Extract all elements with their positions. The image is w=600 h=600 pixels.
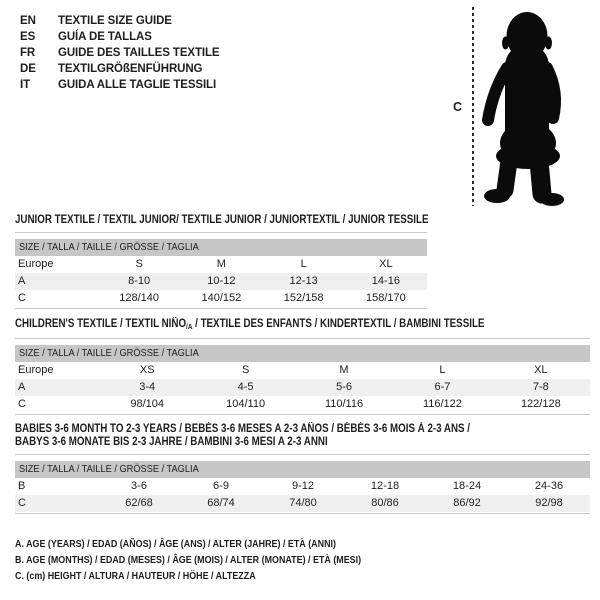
- babies-section-title: [15, 423, 504, 449]
- age-value-cell: 8-10: [128, 275, 151, 287]
- age-value-cell: 12-13: [289, 275, 318, 287]
- title-line: BABIES 3-6 MONTH TO 2-3 YEARS / BEBÉS 3-6 MESES A 2-3 AÑOS / BÉBÉS 3-6 MOIS À 2-3 ANS /: [15, 423, 471, 435]
- age-value-cell: 10-12: [207, 275, 236, 287]
- language-title: GUÍA DE TALLAS: [58, 31, 152, 43]
- language-code: ES: [20, 31, 36, 43]
- language-title: TEXTILE SIZE GUIDE: [58, 15, 172, 27]
- size-value-cell: M: [339, 364, 349, 376]
- table-row-height: [15, 290, 427, 307]
- size-bar-header: [15, 345, 590, 362]
- table-row-age-months: [15, 478, 590, 495]
- language-row: [20, 45, 220, 61]
- legend-note-b: B. AGE (MONTHS) / EDAD (MESES) / ÂGE (MOIS) / ALTER (MONATE) / ETÀ (MESI): [15, 554, 362, 566]
- height-measure-dotted-line: [472, 7, 474, 206]
- age-value-cell: 12-18: [370, 480, 400, 492]
- junior-size-table: [15, 232, 427, 309]
- row-label: A: [18, 381, 26, 393]
- language-row: [20, 13, 220, 29]
- size-value-cell: M: [216, 258, 226, 270]
- row-label: Europe: [18, 258, 54, 270]
- children-section-title: [15, 318, 504, 333]
- language-row: [20, 29, 220, 45]
- size-value-cell: S: [241, 364, 250, 376]
- height-value-cell: 104/110: [226, 398, 266, 410]
- table-row-europe: [15, 362, 590, 379]
- height-value-cell: 110/116: [324, 398, 364, 410]
- legend-note-a: A. AGE (YEARS) / EDAD (AÑOS) / ÂGE (ANS) / ALTER (JAHRE) / ETÀ (ANNI): [15, 538, 336, 550]
- row-label: C: [18, 292, 26, 304]
- language-code: DE: [20, 63, 36, 75]
- language-row: [20, 77, 220, 93]
- title-text: / TEXTILE DES ENFANTS / KINDERTEXTIL / BAMBINI TESSILE: [192, 318, 485, 330]
- age-value-cell: 6-9: [213, 480, 229, 492]
- height-value-cell: 86/92: [453, 497, 481, 509]
- language-code: EN: [20, 15, 36, 27]
- language-title: TEXTILGRÖßENFÜHRUNG: [58, 63, 203, 75]
- title-text: CHILDREN'S TEXTILE / TEXTIL NIÑO: [15, 318, 187, 330]
- language-list: [20, 13, 220, 93]
- size-bar-header: [15, 239, 427, 256]
- height-value-cell: 116/122: [422, 398, 462, 410]
- junior-section-title: JUNIOR TEXTILE / TEXTIL JUNIOR/ TEXTILE JUNIOR / JUNIORTEXTIL / JUNIOR TESSILE: [15, 214, 429, 226]
- age-value-cell: 7-8: [532, 381, 549, 393]
- size-bar-label: SIZE / TALLA / TAILLE / GRÖSSE / TAGLIA: [19, 241, 199, 253]
- size-value-cell: XL: [379, 258, 393, 270]
- language-code: FR: [20, 47, 36, 59]
- age-value-cell: 24-36: [534, 480, 564, 492]
- height-value-cell: 62/68: [125, 497, 153, 509]
- height-value-cell: 152/158: [283, 292, 324, 304]
- legend-note-c: C. (cm) HEIGHT / ALTURA / HAUTEUR / HÖHE / ALTEZZA: [15, 570, 256, 582]
- size-value-cell: L: [300, 258, 307, 270]
- height-value-cell: 98/104: [130, 398, 165, 410]
- row-label: C: [18, 497, 26, 509]
- table-row-age: [15, 379, 590, 396]
- age-value-cell: 18-24: [452, 480, 482, 492]
- size-value-cell: S: [135, 258, 143, 270]
- height-value-cell: 74/80: [289, 497, 317, 509]
- age-value-cell: 5-6: [336, 381, 352, 393]
- age-value-cell: 9-12: [291, 480, 315, 492]
- height-measure-label: C: [453, 100, 463, 114]
- height-value-cell: 140/152: [201, 292, 242, 304]
- language-title: GUIDE DES TAILLES TEXTILE: [58, 47, 220, 59]
- language-code: IT: [20, 79, 31, 91]
- language-row: [20, 61, 220, 77]
- age-value-cell: 3-4: [139, 381, 156, 393]
- children-size-table: [15, 338, 590, 415]
- height-value-cell: 68/74: [207, 497, 235, 509]
- size-value-cell: XL: [534, 364, 548, 376]
- size-bar-label: SIZE / TALLA / TAILLE / GRÖSSE / TAGLIA: [19, 347, 199, 359]
- age-value-cell: 6-7: [434, 381, 451, 393]
- language-title: GUIDA ALLE TAGLIE TESSILI: [58, 79, 217, 91]
- age-value-cell: 4-5: [237, 381, 254, 393]
- table-row-europe: [15, 256, 427, 273]
- row-label: A: [18, 275, 26, 287]
- height-value-cell: 92/98: [535, 497, 563, 509]
- legend-notes: [15, 536, 361, 584]
- row-label: Europe: [18, 364, 54, 376]
- children-textile-section: [15, 318, 590, 415]
- size-value-cell: L: [439, 364, 446, 376]
- age-value-cell: 14-16: [371, 275, 400, 287]
- title-line: BABYS 3-6 MONATE BIS 2-3 JAHRE / BAMBINI 3-6 MESI A 2-3 ANNI: [15, 436, 328, 448]
- table-row-height: [15, 396, 590, 413]
- babies-size-table: [15, 454, 590, 514]
- junior-textile-section: [15, 214, 427, 309]
- babies-textile-section: [15, 423, 590, 514]
- height-value-cell: 122/128: [520, 398, 561, 410]
- size-bar-label: SIZE / TALLA / TAILLE / GRÖSSE / TAGLIA: [19, 463, 199, 475]
- height-value-cell: 128/140: [119, 292, 159, 304]
- table-row-height: [15, 495, 590, 512]
- row-label: C: [18, 398, 26, 410]
- height-value-cell: 158/170: [365, 292, 406, 304]
- age-value-cell: 3-6: [131, 480, 147, 492]
- table-row-age: [15, 273, 427, 290]
- size-value-cell: XS: [139, 364, 155, 376]
- baby-silhouette: [482, 5, 572, 207]
- height-value-cell: 80/86: [371, 497, 399, 509]
- title-subscript: /A: [186, 322, 193, 331]
- size-bar-header: [15, 461, 590, 478]
- row-label: B: [18, 480, 26, 492]
